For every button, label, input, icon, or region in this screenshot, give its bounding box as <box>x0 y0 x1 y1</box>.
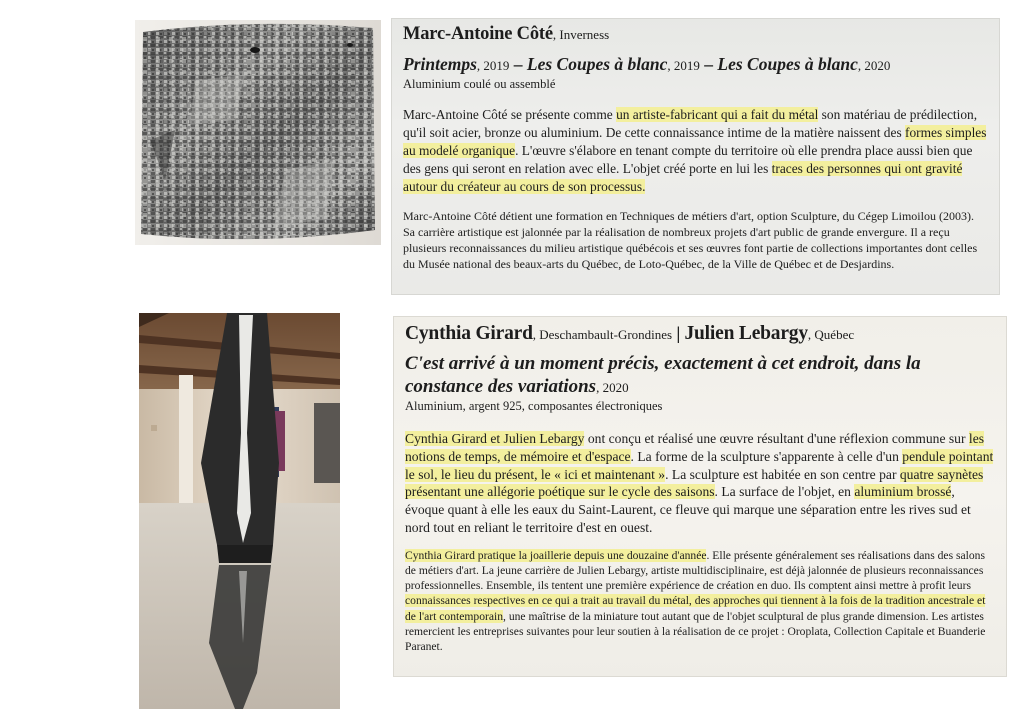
artwork-placard-cote <box>391 18 1000 295</box>
artist-location: , Inverness <box>552 27 610 42</box>
artist-name-2: Julien Lebargy <box>684 323 808 344</box>
artist-name: Marc-Antoine Côté <box>403 24 553 44</box>
artwork-title-2: Les Coupes à blanc <box>526 54 668 74</box>
highlighted-text: Cynthia Girard et Julien Lebargy <box>405 431 585 446</box>
title-dash-2: – <box>699 54 718 74</box>
artwork-title-block <box>405 352 994 399</box>
text-run: , une maîtrise de la miniature tout autant que de l'objet sculptural de plus grande dimension. Les artistes remercient les entreprises suivantes pour leur soutien à la réalisation de ce projet : Oroplata, Collection Capitale et Buanderie Paranet. <box>405 609 986 653</box>
sculpture-photo-gallery-obelisk <box>139 313 340 709</box>
text-run: . La surface de l'objet, en <box>714 484 855 500</box>
text-run: . L'œuvre s'élabore en tenant compte du territoire où elle prendra place aussi bien que des gens qui seront en relation avec elle. L'objet créé porte en lui les <box>403 143 973 176</box>
artwork-medium: Aluminium, argent 925, composantes électroniques <box>405 399 663 413</box>
title-dash-1: – <box>509 54 527 74</box>
sculpture-image-cast-aluminium <box>135 20 381 245</box>
artwork-year-1: , 2019 <box>476 58 510 73</box>
artwork-description <box>403 106 988 196</box>
text-run: ont conçu et réalisé une œuvre résultant d'une réflexion commune sur <box>584 431 969 446</box>
artist-location-2: , Québec <box>807 327 855 342</box>
artwork-medium: Aluminium coulé ou assemblé <box>403 77 556 91</box>
text-run: . La forme de la sculpture s'apparente à celle d'un <box>630 448 903 464</box>
artist-name-1: Cynthia Girard <box>405 323 533 344</box>
artist-heading <box>405 322 994 346</box>
text-run: son matériau de prédilection, qu'il soit acier, bronze ou aluminium. De cette connaissance intime de la matière naissent des <box>403 107 978 140</box>
highlighted-text: Cynthia Girard pratique la joaillerie depuis une douzaine d'année <box>405 548 707 562</box>
artist-separator: | <box>672 323 685 343</box>
artwork-description <box>405 430 994 537</box>
highlighted-text: les notions de temps, de mémoire et d'espace <box>405 431 985 464</box>
text-run: . La sculpture est habitée en son centre par <box>665 466 900 482</box>
artwork-title-1: Printemps <box>403 54 477 74</box>
text-run: . Elle présente généralement ses réalisations dans des salons de métiers d'art. La jeune carrière de Julien Lebargy, artiste multidisciplinaire, est déjà jalonnée de plusieurs reconnaissances professionnelles. Ensemble, ils tentent une première expérience de création en duo. Ils comptent ainsi mettre à profit leurs <box>405 548 985 593</box>
artist-heading <box>403 23 988 46</box>
artwork-year-3: , 2020 <box>857 58 891 73</box>
highlighted-text: aluminium brossé <box>854 484 952 500</box>
artwork-title-3: Les Coupes à blanc <box>717 54 858 74</box>
sculpture-image-pendulum <box>139 313 340 709</box>
highlighted-text: quatre saynètes présentant une allégorie poétique sur le cycle des saisons <box>405 466 984 500</box>
highlighted-text: pendule pointant le sol, le lieu du présent, le « ici et maintenant » <box>405 448 994 482</box>
artwork-year-2: , 2019 <box>667 58 700 73</box>
highlighted-text: traces des personnes qui ont gravité autour du créateur au cours de son processus. <box>403 161 963 194</box>
artwork-title: C'est arrivé à un moment précis, exactement à cet endroit, dans la constance des variations <box>405 353 921 397</box>
artwork-year: , 2020 <box>596 380 629 395</box>
highlighted-text: connaissances respectives en ce qui a trait au travail du métal, des approches qui tiennent à la fois de la tradition ancestrale et de l'art contemporain <box>405 594 986 623</box>
text-run: Marc-Antoine Côté se présente comme <box>403 107 617 122</box>
artwork-placard-girard-lebargy <box>393 316 1007 677</box>
artist-location-1: , Deschambault-Grondines <box>532 327 673 342</box>
artist-biography <box>405 548 994 654</box>
sculpture-photo-aluminium-wall <box>135 20 381 245</box>
highlighted-text: un artiste-fabricant qui a fait du métal <box>616 107 819 122</box>
text-run: , évoque quant à elle les eaux du Saint-Laurent, ce fleuve qui marque une séparation entre les rives sud et nord tout en reliant le territoire d'est en ouest. <box>405 484 971 535</box>
artwork-titles <box>403 53 988 77</box>
artist-biography: Marc-Antoine Côté détient une formation en Techniques de métiers d'art, option Sculpture, du Cégep Limoilou (2003). Sa carrière artistique est jalonnée par la réalisation de nombreux projets d'art public de grande envergure. Il a reçu plusieurs reconnaissances du milieu artistique québécois et ses œuvres font partie de collections importantes dont celles du Musée national des beaux-arts du Québec, de Loto-Québec, de la Ville de Québec et de Desjardins. <box>403 209 978 271</box>
highlighted-text: formes simples au modelé organique <box>403 125 987 158</box>
